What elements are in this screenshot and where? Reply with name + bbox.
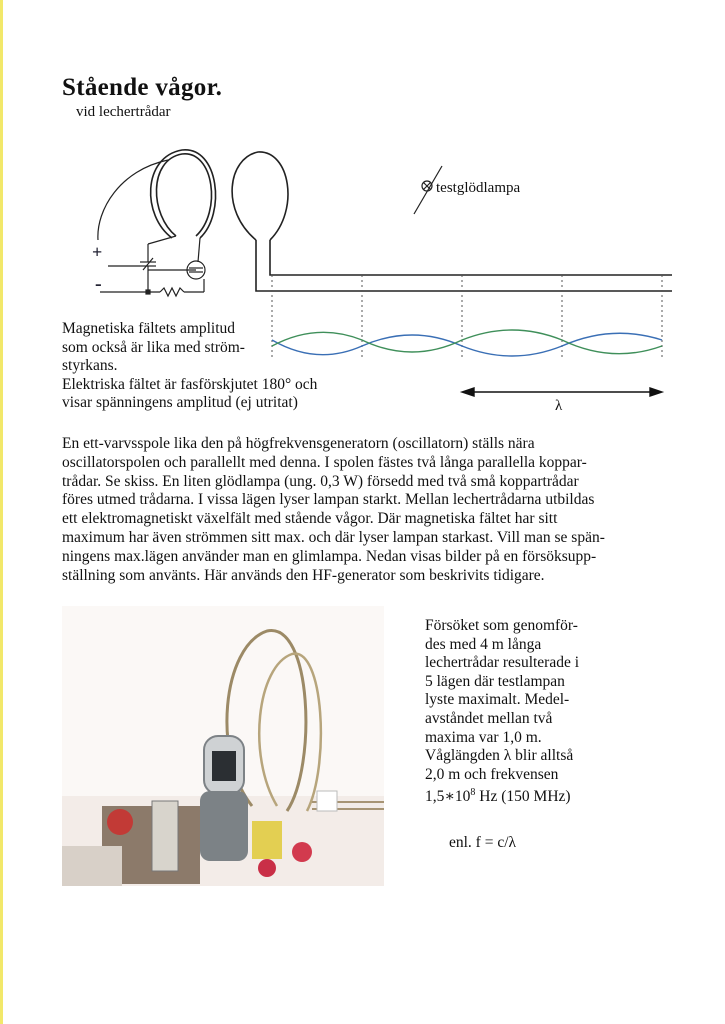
body-line: oscillatorspolen och parallellt med denna. I spolen fästes två långa parallella koppar- bbox=[62, 453, 587, 471]
side-line: lechertrådar resulterade i bbox=[425, 654, 580, 672]
caption-line: styrkans. bbox=[62, 357, 118, 374]
frequency-unit: Hz (150 MHz) bbox=[475, 788, 571, 806]
page-subtitle: vid lechertrådar bbox=[76, 104, 171, 120]
frequency-exponent: 8 bbox=[470, 787, 476, 799]
side-line: lyste maximalt. Medel- bbox=[425, 691, 570, 709]
side-line: 5 lägen där testlampan bbox=[425, 672, 565, 690]
side-line: des med 4 m långa bbox=[425, 635, 542, 653]
side-line: avståndet mellan två bbox=[425, 709, 553, 727]
frequency-line bbox=[425, 784, 625, 807]
caption-line: Elektriska fältet är fasförskjutet 180° och bbox=[62, 375, 318, 393]
test-lamp-label: testglödlampa bbox=[436, 180, 521, 196]
body-line: En ett-varvsspole lika den på högfrekvensgeneratorn (oscillatorn) ställs nära bbox=[62, 435, 535, 452]
frequency-formula: enl. f = c/λ bbox=[449, 834, 517, 851]
minus-sign: - bbox=[95, 273, 102, 295]
side-line: Försöket som genomför- bbox=[425, 617, 578, 634]
body-line: ningens max.lägen använder man en glimlampa. Nedan visas bilder på en försöksupp- bbox=[62, 547, 597, 565]
side-line: maxima var 1,0 m. bbox=[425, 728, 542, 746]
body-line: maximum har även strömmen sitt max. och där lyser lampan starkast. Vill man se spän- bbox=[62, 528, 605, 546]
wavelength-label: λ bbox=[555, 398, 563, 414]
body-line: ett elektromagnetiskt växelfält med stående vågor. Där magnetiska fältet har sitt bbox=[62, 510, 558, 528]
coupling-loop bbox=[232, 152, 288, 240]
side-line: 2,0 m och frekvensen bbox=[425, 765, 559, 783]
page-title: Stående vågor. bbox=[62, 74, 223, 101]
experiment-photo bbox=[62, 606, 384, 886]
body-line: föres utmed trådarna. I vissa lägen lyser lampan starkt. Mellan lechertrådarna utbildas bbox=[62, 491, 595, 509]
body-paragraph bbox=[62, 435, 662, 585]
oscillator-circuit bbox=[100, 236, 205, 296]
body-line: trådar. Se skiss. En liten glödlampa (ung. 0,3 W) försedd med två små koppartrådar bbox=[62, 472, 579, 490]
lecher-wires bbox=[256, 240, 672, 291]
caption-line: som också är lika med ström- bbox=[62, 338, 245, 356]
wavelength-arrow bbox=[462, 388, 662, 396]
plus-sign: + bbox=[92, 242, 103, 262]
frequency-mantissa: 1,5∗10 bbox=[425, 788, 471, 806]
body-line: ställning som använts. Här används den HF-generator som beskrivits tidigare. bbox=[62, 566, 545, 584]
side-line: Våglängden λ blir alltså bbox=[425, 747, 574, 765]
oscillator-coil bbox=[151, 150, 216, 238]
resistor-symbol bbox=[160, 288, 184, 296]
experiment-result-text bbox=[425, 617, 625, 807]
caption-line: Magnetiska fältets amplitud bbox=[62, 320, 236, 337]
diagram-caption bbox=[62, 320, 382, 413]
caption-line: visar spänningens amplitud (ej utritat) bbox=[62, 394, 298, 411]
